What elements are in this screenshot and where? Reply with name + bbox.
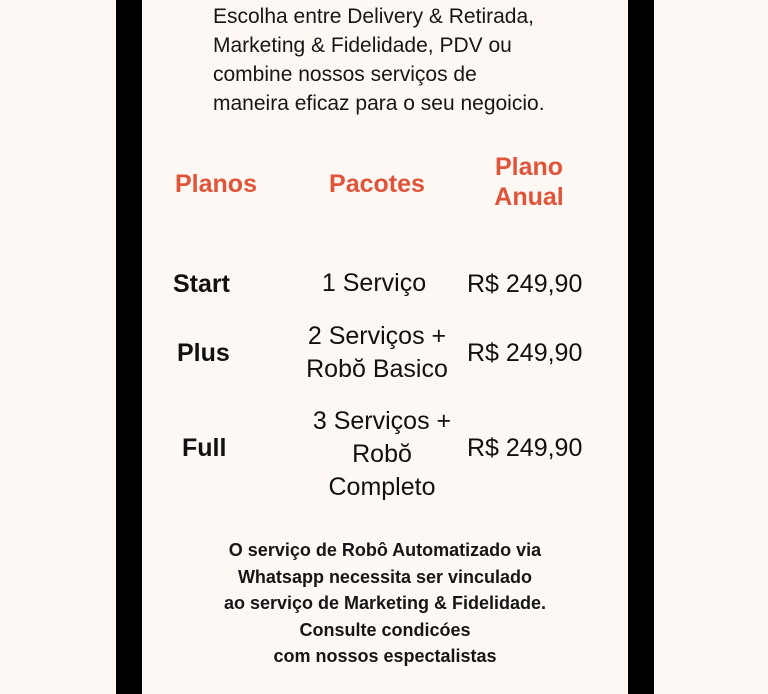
intro-text: Escolha entre Delivery & Retirada, Marketing & Fidelidade, PDV ou combine nossos serviços de maneira eficaz para o seu negoicio. — [213, 5, 545, 115]
plan-full-name: Full — [182, 434, 227, 462]
header-pacotes: Pacotes — [329, 170, 425, 198]
header-plano-anual: Plano Anual — [494, 153, 564, 211]
plan-plus-price: R$ 249,90 — [467, 339, 583, 367]
plan-full-price: R$ 249,90 — [467, 434, 583, 462]
plan-full-package: 3 Serviços + Robŏ Completo — [312, 407, 452, 501]
plan-plus-name: Plus — [177, 339, 230, 367]
header-planos: Planos — [175, 170, 257, 198]
plan-start-package: 1 Serviço — [321, 269, 427, 297]
footer-note: O serviço de Robô Automatizado via Whatsapp necessita ser vinculado ao serviço de Marketing & Fidelidade. Consulte condicóes com nossos espectalistas — [223, 540, 547, 666]
plan-start-price: R$ 249,90 — [467, 270, 583, 298]
plan-start-name: Start — [173, 270, 230, 298]
plan-plus-package: 2 Serviços + Robŏ Basico — [306, 322, 448, 383]
